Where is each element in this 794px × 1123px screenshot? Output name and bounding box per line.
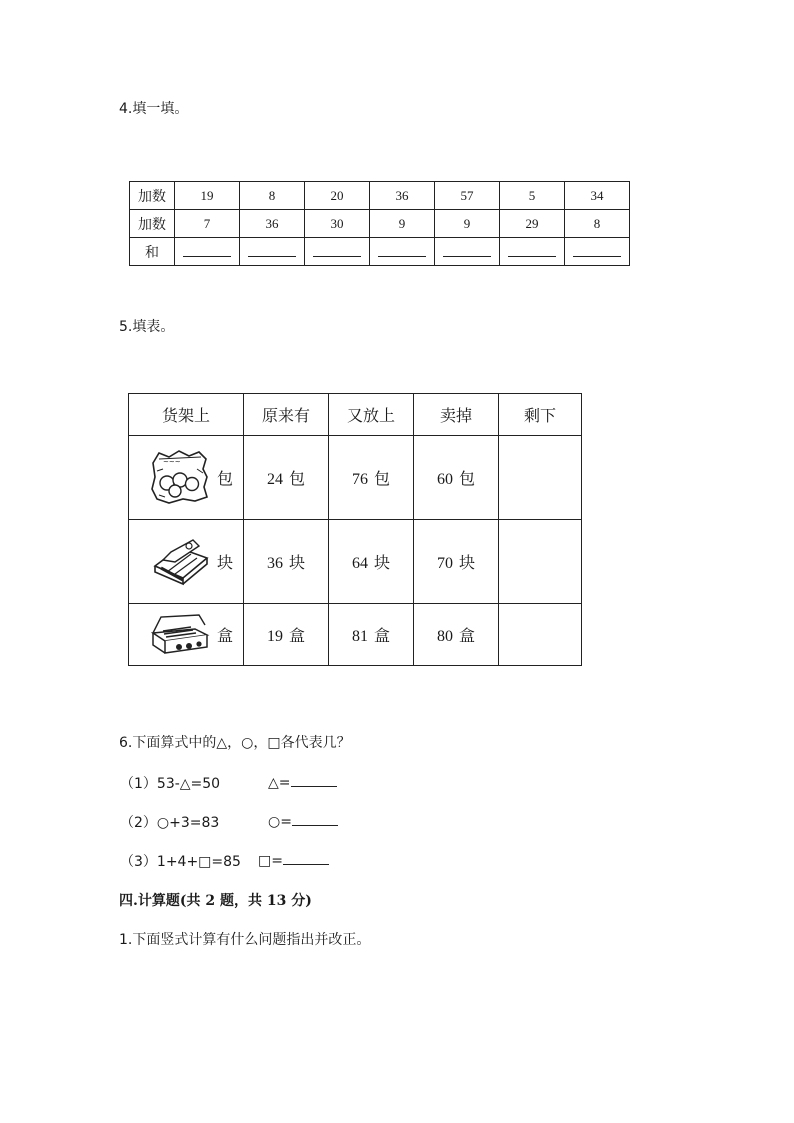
unit-label: 盒: [216, 626, 233, 645]
equation-item: [120, 773, 420, 791]
table-cell: 57: [435, 182, 500, 210]
table-cell: [414, 604, 499, 666]
table-row: [129, 436, 582, 520]
table-cell: 36: [240, 210, 305, 238]
addition-table: [129, 181, 630, 266]
cell-value: 19: [266, 628, 283, 645]
item-cell: [129, 604, 244, 666]
table-cell: 7: [175, 210, 240, 238]
table-cell: 8: [240, 182, 305, 210]
table-cell: [414, 436, 499, 520]
cell-value: 24: [266, 471, 283, 488]
table-cell: [244, 520, 329, 604]
chocolate-bar-icon: [149, 532, 211, 592]
equation-item: [120, 812, 420, 830]
cell-unit: 包: [458, 469, 475, 488]
addend1-row: [130, 182, 630, 210]
cell-value: 80: [436, 628, 453, 645]
equation-expression: （3）1+4+□=85: [120, 854, 241, 870]
equation-expression: （2）○+3=83: [120, 815, 220, 831]
question-6-title: 6.下面算式中的△，○，□各代表几？: [119, 735, 351, 751]
answer-symbol: □=: [258, 853, 283, 869]
table-cell: [329, 436, 414, 520]
table-cell: [329, 520, 414, 604]
table-cell: 19: [175, 182, 240, 210]
answer-symbol: ○=: [268, 814, 292, 830]
table-cell: [414, 520, 499, 604]
cell-unit: 块: [373, 553, 390, 572]
answer-blank[interactable]: [240, 238, 305, 266]
answer-cell[interactable]: [499, 436, 582, 520]
table-cell: 30: [305, 210, 370, 238]
svg-text:~~~: ~~~: [162, 457, 181, 466]
cell-unit: 块: [458, 553, 475, 572]
equation-expression: （1）53-△=50: [120, 776, 221, 792]
item-cell: [129, 436, 244, 520]
answer-blank[interactable]: [175, 238, 240, 266]
table-cell: [329, 604, 414, 666]
column-header: 剩下: [499, 394, 582, 436]
question-5-title: 5.填表。: [119, 319, 175, 335]
table-cell: [244, 604, 329, 666]
question-4-title: 4.填一填。: [119, 101, 189, 117]
item-cell: [129, 520, 244, 604]
table-row: [129, 520, 582, 604]
table-cell: 36: [370, 182, 435, 210]
column-header: 又放上: [329, 394, 414, 436]
cell-unit: 块: [288, 553, 305, 572]
answer-blank[interactable]: [500, 238, 565, 266]
table-cell: 8: [565, 210, 630, 238]
cell-value: 76: [351, 471, 368, 488]
shelf-table: [128, 393, 582, 666]
section-heading: 四.计算题(共 2 题，共 13 分): [119, 893, 312, 909]
table-cell: [244, 436, 329, 520]
header-row: [129, 394, 582, 436]
answer-blank[interactable]: [283, 851, 329, 865]
answer-prompt: [258, 851, 329, 869]
table-cell: 20: [305, 182, 370, 210]
unit-label: 块: [216, 553, 233, 572]
answer-prompt: [268, 773, 337, 791]
answer-cell[interactable]: [499, 604, 582, 666]
table-cell: 29: [500, 210, 565, 238]
table-row: [129, 604, 582, 666]
answer-blank[interactable]: [435, 238, 500, 266]
cell-unit: 盒: [458, 626, 475, 645]
unit-label: 包: [216, 469, 233, 488]
equation-item: [120, 851, 420, 869]
cell-value: 64: [351, 555, 368, 572]
column-header: 货架上: [129, 394, 244, 436]
snack-bag-icon: [149, 447, 211, 509]
answer-cell[interactable]: [499, 520, 582, 604]
cell-value: 70: [436, 555, 453, 572]
cell-value: 81: [351, 628, 368, 645]
answer-blank[interactable]: [291, 773, 337, 787]
cell-unit: 包: [373, 469, 390, 488]
answer-prompt: [268, 812, 338, 830]
column-header: 卖掉: [414, 394, 499, 436]
column-header: 原来有: [244, 394, 329, 436]
row-label: 加数: [130, 210, 175, 238]
answer-blank[interactable]: [565, 238, 630, 266]
cell-unit: 盒: [288, 626, 305, 645]
answer-blank[interactable]: [305, 238, 370, 266]
answer-blank[interactable]: [370, 238, 435, 266]
cell-unit: 盒: [373, 626, 390, 645]
addend2-row: [130, 210, 630, 238]
crayon-box-icon: [149, 611, 211, 659]
cell-value: 36: [266, 555, 283, 572]
table-cell: 5: [500, 182, 565, 210]
table-cell: 9: [370, 210, 435, 238]
answer-blank[interactable]: [292, 812, 338, 826]
calc-question-1-title: 1.下面竖式计算有什么问题指出并改正。: [119, 932, 371, 948]
row-label: 加数: [130, 182, 175, 210]
table-cell: 34: [565, 182, 630, 210]
answer-symbol: △=: [268, 775, 291, 791]
cell-unit: 包: [288, 469, 305, 488]
sum-row: [130, 238, 630, 266]
cell-value: 60: [436, 471, 453, 488]
row-label: 和: [130, 238, 175, 266]
table-cell: 9: [435, 210, 500, 238]
